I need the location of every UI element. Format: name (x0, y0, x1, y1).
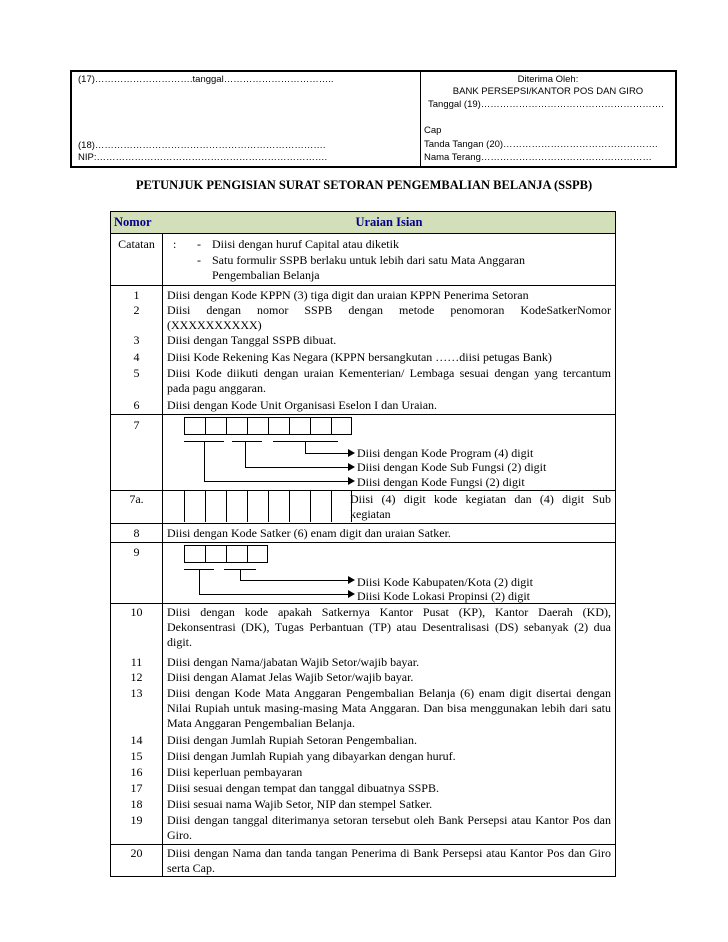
connector-line (240, 580, 349, 581)
fungsi-code-label: Diisi dengan Kode Fungsi (2) digit (357, 475, 525, 489)
row-separator (111, 844, 615, 845)
received-by-label: Diterima Oleh: (517, 74, 579, 85)
row-text: Diisi keperluan pembayaran (167, 765, 303, 779)
row-text: Diisi dengan Nama dan tanda tangan Penerima di Bank Persepsi atau Kantor Pos dan Giro serta Cap. (167, 846, 611, 875)
row-number: 5 (133, 366, 140, 380)
group-underline (232, 441, 262, 442)
row-text: Diisi dengan nomor SSPB dengan metode penomoran KodeSatkerNomor (XXXXXXXXXX) (167, 303, 611, 332)
bank-label: BANK PERSEPSI/KANTOR POS DAN GIRO (452, 86, 644, 97)
date-19-field: Tanggal (19)…………………………………………………. (428, 99, 664, 110)
box-divider (268, 491, 269, 522)
row-text: Diisi dengan Kode Mata Anggaran Pengembalian Belanja (6) enam digit disertai dengan Nilai Rupiah untuk masing-masing Mata Anggaran. Dan bisa menggunakan lebih dari satu Mata Anggaran Pengembalian Belanja. (167, 686, 611, 730)
row-text: Diisi dengan Jumlah Rupiah Setoran Pengembalian. (167, 733, 417, 747)
row-text: Diisi dengan Alamat Jelas Wajib Setor/wajib bayar. (167, 670, 414, 684)
cap-label: Cap (424, 125, 442, 136)
name-field: Nama Terang……………………………………………… (424, 152, 652, 163)
note-colon: : (173, 237, 177, 251)
box-divider (268, 418, 269, 434)
propinsi-code-label: Diisi Kode Lokasi Propinsi (2) digit (357, 589, 530, 603)
note-dash: - (197, 237, 201, 251)
row-text: Diisi dengan kode apakah Satkernya Kantor Pusat (KP), Kantor Daerah (KD), Dekonsentrasi (DK), Tugas Perbantuan (TP) atau Desentralisasi (DS) sebanyak (2) dua digit. (167, 605, 611, 649)
row-separator (111, 414, 615, 415)
row-number: 18 (130, 797, 143, 811)
box-divider (226, 546, 227, 562)
nip-field: NIP:………………………………………………………………. (78, 152, 328, 163)
note-dash: - (197, 253, 201, 267)
connector-line (199, 594, 349, 595)
code-boxes (184, 545, 268, 563)
connector-line (240, 569, 241, 580)
row-number: 8 (133, 526, 140, 540)
row-number: 17 (130, 781, 143, 795)
row-number: 3 (133, 333, 140, 347)
row-number: 2 (133, 303, 140, 317)
row-number: 9 (133, 545, 140, 559)
row-text: Diisi dengan Tanggal SSPB dibuat. (167, 333, 337, 347)
column-divider (162, 233, 163, 876)
note-text: Diisi dengan huruf Capital atau diketik (212, 237, 399, 251)
box-divider (205, 546, 206, 562)
arrow-icon (348, 449, 355, 457)
table-header (111, 212, 615, 234)
box-divider (226, 491, 227, 522)
row-separator (111, 542, 615, 543)
row-number: 6 (133, 398, 140, 412)
row-text: Diisi (4) digit kode kegiatan dan (4) digit Sub kegiatan (350, 492, 611, 521)
signature-18-field: (18)………………………………………………………………. (78, 140, 326, 151)
page-title: PETUNJUK PENGISIAN SURAT SETORAN PENGEMBALIAN BELANJA (SSPB) (135, 178, 593, 192)
instruction-table (110, 211, 616, 877)
kabupaten-code-label: Diisi Kode Kabupaten/Kota (2) digit (357, 575, 533, 589)
arrow-icon (348, 463, 355, 471)
row-number: 14 (130, 733, 143, 747)
row-text: Diisi Kode Rekening Kas Negara (KPPN bersangkutan ……diisi petugas Bank) (167, 350, 552, 364)
row-text: Diisi dengan Kode KPPN (3) tiga digit dan uraian KPPN Penerima Setoran (167, 288, 529, 302)
row-separator (111, 285, 615, 286)
note-label: Catatan (118, 237, 155, 251)
header-nomor: Nomor (114, 215, 152, 229)
note-text: Pengembalian Belanja (212, 268, 320, 282)
row-number: 15 (130, 749, 143, 763)
connector-line (305, 441, 306, 453)
row-text: Diisi dengan Kode Satker (6) enam digit dan uraian Satker. (167, 526, 451, 540)
row-number: 13 (130, 686, 143, 700)
connector-line (245, 467, 349, 468)
box-divider (310, 491, 311, 522)
program-code-label: Diisi dengan Kode Program (4) digit (357, 446, 534, 460)
row-number: 16 (130, 765, 143, 779)
row-number: 10 (130, 605, 143, 619)
connector-line (204, 481, 349, 482)
row-number: 20 (130, 846, 143, 860)
box-divider (247, 546, 248, 562)
row-text: Diisi dengan tanggal diterimanya setoran tersebut oleh Bank Persepsi atau Kantor Pos dan Giro. (167, 813, 611, 842)
row-number: 11 (130, 655, 143, 669)
row-number: 19 (130, 813, 143, 827)
row-text: Diisi dengan Kode Unit Organisasi Eselon I dan Uraian. (167, 398, 438, 412)
box-divider (310, 418, 311, 434)
header-uraian: Uraian Isian (355, 215, 423, 229)
box-divider (247, 418, 248, 434)
arrow-icon (348, 590, 355, 598)
signature-form-box (70, 70, 677, 168)
connector-line (305, 453, 349, 454)
box-divider (289, 418, 290, 434)
connector-line (199, 569, 200, 594)
code-boxes (184, 417, 352, 435)
row-text: Diisi Kode diikuti dengan uraian Kementerian/ Lembaga sesuai dengan yang tercantum pada pagu anggaran. (167, 366, 611, 395)
row-number: 7 (133, 418, 140, 432)
row-number: 12 (130, 670, 143, 684)
row-number: 4 (133, 350, 140, 364)
box-divider (331, 491, 332, 522)
note-text: Satu formulir SSPB berlaku untuk lebih dari satu Mata Anggaran (212, 253, 525, 267)
row-text: Diisi dengan Jumlah Rupiah yang dibayarkan dengan huruf. (167, 749, 456, 763)
code-boxes (184, 491, 352, 522)
box-divider (226, 418, 227, 434)
arrow-icon (348, 576, 355, 584)
row-separator (111, 523, 615, 524)
row-text: Diisi sesuai dengan tempat dan tanggal dibuatnya SSPB. (167, 781, 439, 795)
box-divider (205, 491, 206, 522)
connector-line (245, 441, 246, 467)
subfungsi-code-label: Diisi dengan Kode Sub Fungsi (2) digit (357, 460, 547, 474)
box-divider (205, 418, 206, 434)
box-divider (331, 418, 332, 434)
arrow-icon (348, 477, 355, 485)
signature-20-field: Tanda Tangan (20)…………………………………………. (424, 139, 658, 150)
row-separator (111, 603, 615, 604)
row-number: 1 (133, 288, 140, 302)
row-number: 7a. (129, 492, 144, 506)
row-text: Diisi dengan Nama/jabatan Wajib Setor/wajib bayar. (167, 655, 420, 669)
place-date-field: (17)………………………….tanggal…………………………….. (78, 74, 334, 85)
connector-line (204, 441, 205, 481)
row-text: Diisi sesuai nama Wajib Setor, NIP dan stempel Satker. (167, 797, 433, 811)
box-divider (247, 491, 248, 522)
box-divider (289, 491, 290, 522)
